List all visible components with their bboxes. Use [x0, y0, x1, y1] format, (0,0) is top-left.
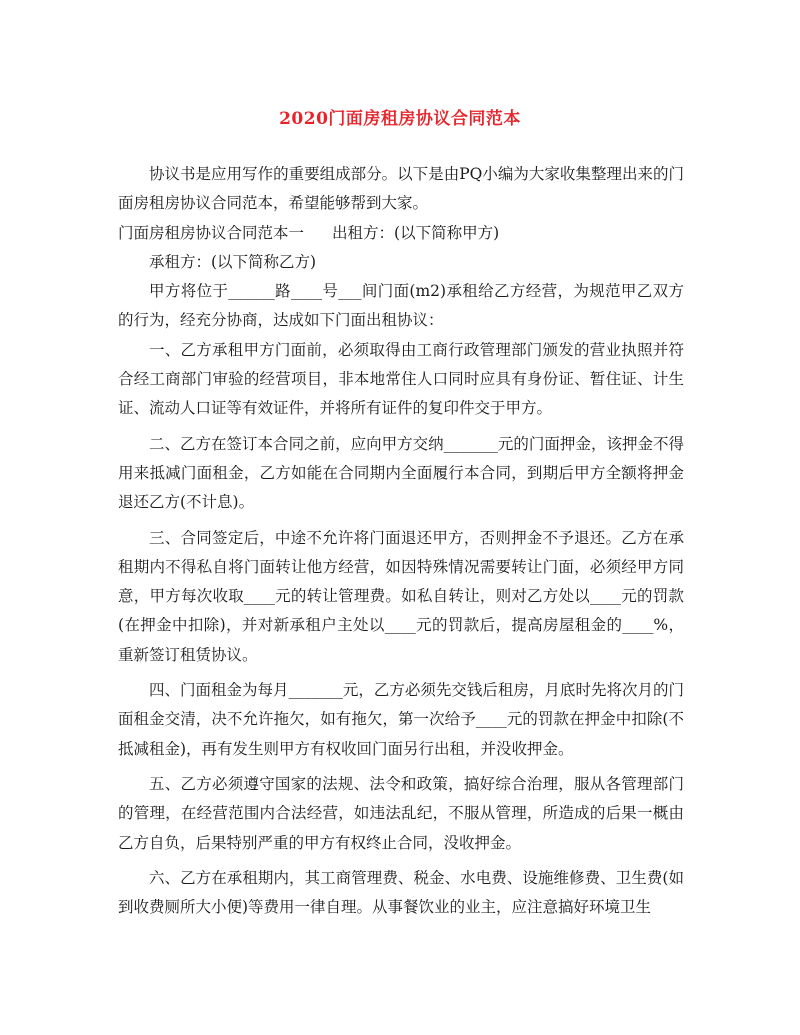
clause-paragraph: 二、乙方在签订本合同之前，应向甲方交纳_______元的门面押金，该押金不得用来抵减门面租金，乙方如能在合同期内全面履行本合同，到期后甲方全额将押金退还乙方(不计息)。	[118, 434, 684, 512]
lessor-line: 出租方：(以下简称甲方)	[332, 223, 500, 242]
intro-paragraph: 协议书是应用写作的重要组成部分。以下是由PQ小编为大家收集整理出来的门面房租房协议合同范本，希望能够帮到大家。	[118, 165, 684, 213]
clause-paragraph: 六、乙方在承租期内，其工商管理费、税金、水电费、设施维修费、卫生费(如到收费厕所大小便)等费用一律自理。从事餐饮业的业主，应注意搞好环境卫生	[118, 868, 684, 917]
clause-paragraph: 四、门面租金为每月_______元，乙方必须先交钱后租房，月底时先将次月的门面租金交清，决不允许拖欠，如有拖欠，第一次给予____元的罚款在押金中扣除(不抵减租金)，再有发生则甲方有权收回门面另行出租，并没收押金。	[118, 681, 684, 758]
clause-paragraph: 一、乙方承租甲方门面前，必须取得由工商行政管理部门颁发的营业执照并符合经工商部门审验的经营项目，非本地常住人口同时应具有身份证、暂住证、计生证、流动人口证等有效证件，并将所有证件的复印件交于甲方。	[118, 340, 684, 418]
document-title: 2020门面房租房协议合同范本	[279, 109, 521, 129]
contract-heading-line	[118, 219, 684, 248]
document-body	[118, 160, 684, 922]
lessee-line: 承租方：(以下简称乙方)	[149, 252, 317, 271]
preamble-paragraph: 甲方将位于______路____号___间门面(m2)承租给乙方经营，为规范甲乙双方的行为，经充分协商，达成如下门面出租协议：	[118, 282, 684, 330]
clause-paragraph: 五、乙方必须遵守国家的法规、法令和政策，搞好综合治理，服从各管理部门的管理，在经营范围内合法经营，如违法乱纪，不服从管理，所造成的后果一概由乙方自负，后果特别严重的甲方有权终止合同，没收押金。	[118, 774, 684, 852]
section-heading: 门面房租房协议合同范本一	[118, 223, 305, 242]
clause-paragraph: 三、合同签定后，中途不允许将门面退还甲方，否则押金不予退还。乙方在承租期内不得私自将门面转让他方经营，如因特殊情况需要转让门面，必须经甲方同意，甲方每次收取____元的转让管理费。如私自转让，则对乙方处以____元的罚款(在押金中扣除)，并对新承租户主处以____元的罚款后，提高房屋租金的____%，重新签订租赁协议。	[118, 528, 684, 664]
